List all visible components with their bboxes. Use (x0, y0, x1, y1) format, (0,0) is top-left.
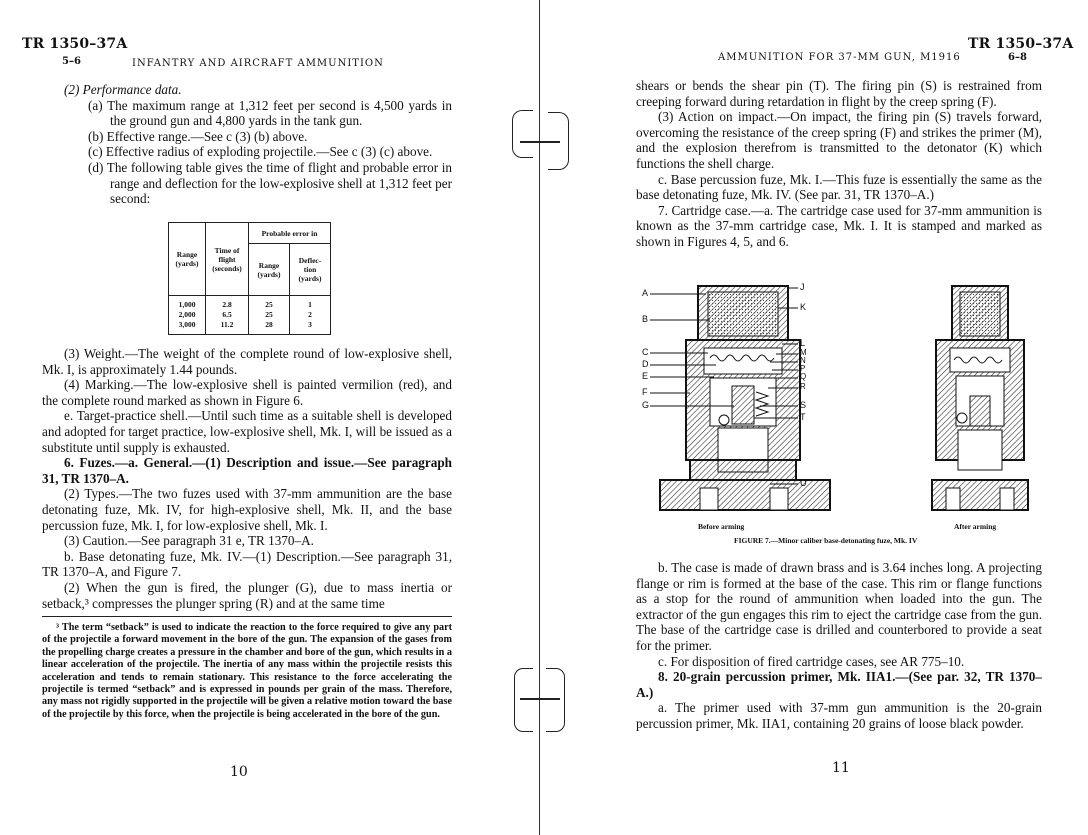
right-column-bottom (636, 560, 1042, 732)
fig-label: T (800, 412, 806, 422)
left-header-title: INFANTRY AND AIRCRAFT AMMUNITION (132, 58, 384, 69)
table-cell: 6.5 (222, 310, 232, 319)
binder-ring-bottom (514, 668, 533, 732)
paragraph: (d) The following table gives the time of flight and probable error in range and deflection for the low-explosive shell at 1,312 feet per second: (88, 159, 452, 207)
paragraph: (2) Performance data. (64, 82, 182, 97)
table-cell: 2,000 (178, 310, 196, 319)
after-arming-label: After arming (954, 522, 997, 531)
fig-label: U (800, 478, 807, 488)
fuze-diagram (636, 278, 1046, 550)
paragraph: 6. Fuzes.—a. General.—(1) Description and issue.—See paragraph 31, TR 1370–A. (42, 455, 452, 486)
table-cell: 3,000 (178, 320, 196, 329)
paragraph: e. Target-practice shell.—Until such time as a suitable shell is developed and adopted for target practice, low-explosive shell, Mk. I, will be issued as a substitute until supply is exhausted. (42, 408, 452, 455)
binder-ring-bottom-right (546, 668, 565, 732)
paragraph: (c) Effective radius of exploding projectile.—See c (3) (c) above. (88, 144, 433, 160)
binder-ring-bar-bottom (520, 698, 560, 700)
binder-ring-top (512, 110, 533, 158)
table-cell: 1,000 (178, 300, 196, 309)
fig-label: J (800, 282, 805, 292)
right-page-number: 11 (832, 760, 850, 776)
left-header-section: 5–6 (62, 56, 81, 67)
paragraph: 7. Cartridge case.—a. The cartridge case used for 37-mm ammunition is known as the 37-mm cartridge case, Mk. I. It is stamped and marked as shown in Figures 4, 5, and 6. (636, 202, 1042, 249)
table-header-pe-range: Range (yards) (249, 244, 290, 296)
fig-label: N (800, 356, 806, 365)
paragraph: (3) Weight.—The weight of the complete round of low-explosive shell, Mk. I, is approximately 1.44 pounds. (42, 346, 452, 377)
before-arming-label: Before arming (698, 522, 745, 531)
paragraph: (2) When the gun is fired, the plunger (G), due to mass inertia or setback,³ compresses the plunger spring (R) and at the same time (42, 579, 452, 611)
binder-ring-bar (520, 141, 560, 143)
table-header-time: Time of flight (seconds) (206, 223, 249, 296)
right-header-id: TR 1350–37A (968, 36, 1074, 52)
table-cell: 2 (308, 310, 312, 319)
table-cell: 25 (265, 300, 273, 309)
table-header-pe-deflection: Deflec-tion (yards) (290, 244, 331, 296)
fig-label: K (800, 302, 807, 312)
table-cell: 25 (265, 310, 273, 319)
fig-label: F (642, 387, 648, 397)
table-cell: 1 (308, 300, 312, 309)
footnote: ³ The term “setback” is used to indicate the reaction to the force required to give any part of the projectile a forward movement in the bore of the gun. The expansion of the gases from the propelling charge creates a pressure in the chamber and bore of the gun, which results in a linear acceleration of the projectile. The inertia of any mass within the projectile resists this acceleration and tends to remain stationary. This resistance to the force accelerating the projectile is termed “setback” and is expressed in pounds per grain of the mass. Therefore, any mass not rigidly supported in the projectile will be given a relative motion toward the base of the projectile by this force, when the projectile is being accelerated in the bore of the gun. (42, 622, 452, 720)
footnote-rule (42, 616, 452, 617)
right-column-top (636, 78, 1042, 250)
table-group-header: Probable error in (249, 223, 331, 244)
fig-label: G (642, 400, 650, 410)
paragraph: b. The case is made of drawn brass and is 3.64 inches long. A projecting flange or rim is formed at the base of the case. This rim or flange functions as a stop for the round of ammunition when loaded into the gun. The extractor of the gun engages this rim to eject the cartridge case from the gun. The base of the cartridge case is drilled and counterbored to provide a seat for the primer. (636, 560, 1042, 653)
fig-label: L (800, 338, 806, 348)
fig-label: Q (800, 372, 807, 381)
fig-label: P (800, 364, 806, 373)
table-cell: 28 (265, 320, 273, 329)
paragraph: shears or bends the shear pin (T). The firing pin (S) is restrained from creeping forward during retardation in flight by the creep spring (F). (636, 78, 1042, 109)
table-cell: 11.2 (220, 320, 234, 329)
paragraph: (2) Types.—The two fuzes used with 37-mm ammunition are the base detonating fuze, Mk. IV, for high-explosive shell, Mk. II, and the base percussion fuze, Mk. I, for low-explosive shell, Mk. I. (42, 486, 452, 533)
fig-label: S (800, 400, 807, 410)
paragraph: (b) Effective range.—See c (3) (b) above. (88, 128, 308, 144)
page-gutter (539, 0, 540, 835)
fig-label: M (800, 348, 807, 357)
fig-label: R (800, 382, 806, 391)
performance-table (168, 222, 331, 335)
left-column-top (42, 82, 452, 207)
figure-caption: FIGURE 7.—Minor caliber base-detonating fuze, Mk. IV (734, 536, 918, 545)
fig-label: D (642, 359, 649, 369)
figure-7 (636, 278, 1046, 550)
paragraph: a. The primer used with 37-mm gun ammunition is the 20-grain percussion primer, Mk. IIA1, containing 20 grains of loose black powder. (636, 700, 1042, 731)
fig-label: E (642, 371, 649, 381)
left-header-id: TR 1350–37A (22, 36, 128, 52)
paragraph: (4) Marking.—The low-explosive shell is painted vermilion (red), and the complete round marked as shown in Figure 6. (42, 377, 452, 408)
paragraph: c. Base percussion fuze, Mk. I.—This fuze is essentially the same as the base detonating fuze, Mk. IV. (See par. 31, TR 1370–A.) (636, 171, 1042, 203)
paragraph: c. For disposition of fired cartridge cases, see AR 775–10. (658, 653, 965, 669)
paragraph: 8. 20-grain percussion primer, Mk. IIA1.—(See par. 32, TR 1370–A.) (636, 669, 1042, 700)
right-header-title: AMMUNITION FOR 37-MM GUN, M1916 (718, 52, 961, 63)
fig-label: C (642, 347, 649, 357)
left-column-bottom (42, 346, 452, 611)
table-cell: 3 (308, 320, 312, 329)
table-row (169, 296, 331, 335)
paragraph: (3) Action on impact.—On impact, the firing pin (S) travels forward, overcoming the resistance of the creep spring (F) and strikes the primer (M), and the explosion therefrom is transmitted to the detonator (K) which functions the shell charge. (636, 109, 1042, 171)
paragraph: (a) The maximum range at 1,312 feet per second is 4,500 yards in the ground gun and 4,800 yards in the tank gun. (88, 97, 452, 129)
fig-label: A (642, 288, 649, 298)
table-cell: 2.8 (222, 300, 232, 309)
left-page-number: 10 (230, 764, 248, 780)
paragraph: b. Base detonating fuze, Mk. IV.—(1) Description.—See paragraph 31, TR 1370–A, and Figure 7. (42, 548, 452, 580)
right-header-section: 6–8 (1008, 52, 1027, 63)
fuze-after-arming (932, 286, 1028, 510)
paragraph: (3) Caution.—See paragraph 31 e, TR 1370–A. (64, 533, 314, 549)
fig-label: B (642, 314, 649, 324)
table-header-range: Range (yards) (169, 223, 206, 296)
